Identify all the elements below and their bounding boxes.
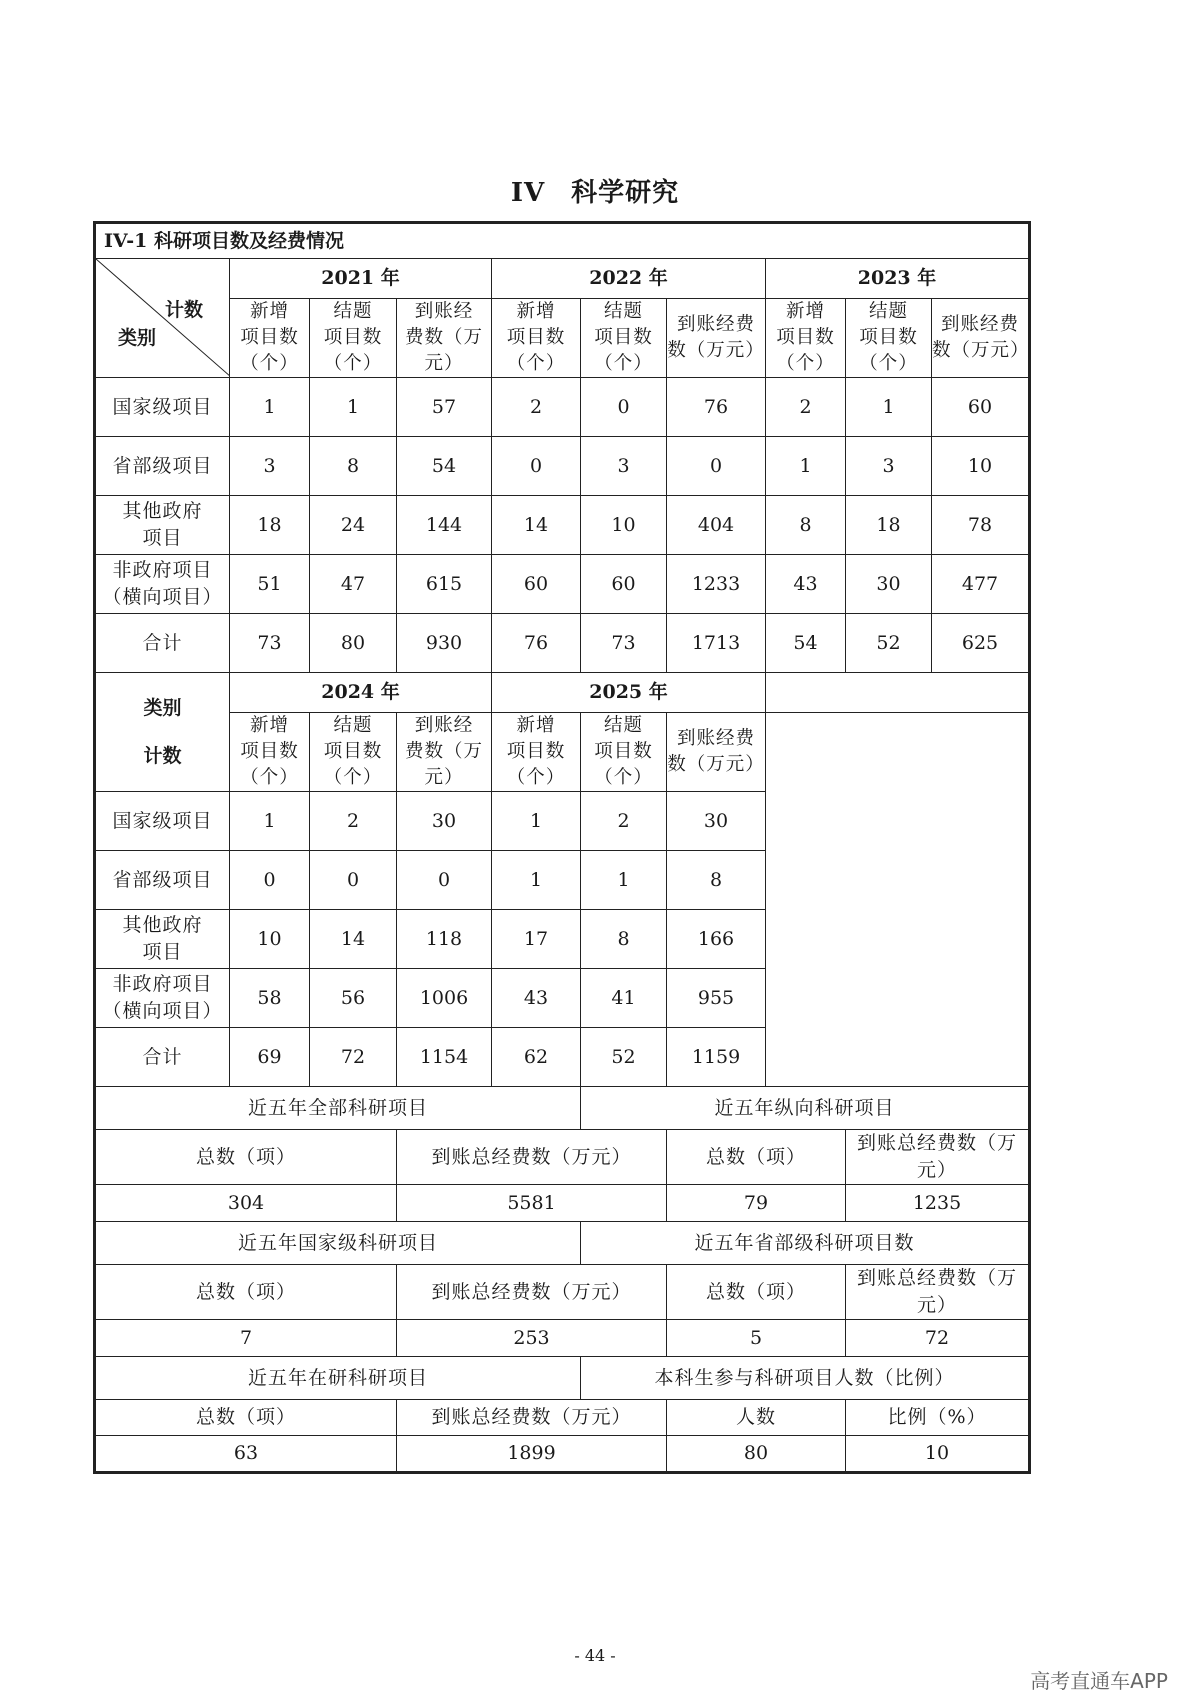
year-header: 2023 年 — [766, 259, 1030, 299]
header-count: 计数 — [164, 299, 203, 321]
data-cell: 930 — [397, 614, 492, 673]
subheader-text: 到账经费 — [676, 314, 755, 335]
category-label — [95, 378, 230, 437]
subheader-new — [492, 713, 581, 792]
data-cell: 30 — [667, 792, 766, 851]
category-text: 合计 — [142, 1045, 183, 1068]
table-row — [95, 713, 1030, 792]
subheader-new — [492, 299, 581, 378]
subheader-text: （个） — [594, 353, 653, 374]
data-cell: 404 — [667, 496, 766, 555]
year-header: 2025 年 — [492, 673, 766, 713]
data-cell: 10 — [581, 496, 667, 555]
summary-head: 到账总经费数（万元） — [397, 1130, 667, 1185]
data-cell: 0 — [397, 851, 492, 910]
summary-title: 近五年国家级科研项目 — [95, 1222, 581, 1265]
category-label — [95, 969, 230, 1028]
category-text: 其他政府 — [122, 500, 203, 522]
summary-head: 到账总经费数（万元） — [846, 1130, 1030, 1185]
subheader-closed — [310, 713, 397, 792]
subheader-text: 项目数 — [506, 327, 566, 348]
data-cell: 30 — [397, 792, 492, 851]
category-text: （横向项目） — [102, 1000, 223, 1022]
data-cell: 955 — [667, 969, 766, 1028]
category-label — [95, 496, 230, 555]
category-text: 合计 — [142, 631, 183, 654]
data-cell: 166 — [667, 910, 766, 969]
table-row — [95, 1357, 1030, 1400]
summary-head: 到账总经费数（万元） — [846, 1265, 1030, 1320]
subheader-text: 新增 — [785, 301, 825, 322]
data-cell: 1159 — [667, 1028, 766, 1087]
title-numeral: IV — [510, 178, 546, 208]
subheader-text: 项目数 — [594, 741, 653, 762]
header-category: 类别 — [118, 327, 157, 349]
data-cell: 477 — [932, 555, 1030, 614]
category-text: 国家级项目 — [112, 395, 213, 418]
data-cell: 2 — [766, 378, 846, 437]
data-cell: 51 — [230, 555, 310, 614]
data-cell: 54 — [766, 614, 846, 673]
summary-head: 到账总经费数（万元） — [397, 1400, 667, 1436]
category-label — [95, 437, 230, 496]
data-cell: 1233 — [667, 555, 766, 614]
data-cell: 8 — [581, 910, 667, 969]
subheader-text: 项目数 — [240, 741, 299, 762]
subheader-text: 元） — [424, 767, 464, 788]
data-cell: 78 — [932, 496, 1030, 555]
category-text: 省部级项目 — [112, 454, 213, 477]
data-cell: 1 — [766, 437, 846, 496]
table-row — [95, 1400, 1030, 1436]
summary-value: 1235 — [846, 1185, 1030, 1222]
subheader-text: （个） — [776, 353, 835, 374]
subheader-funding — [667, 713, 766, 792]
data-cell: 2 — [310, 792, 397, 851]
summary-value: 253 — [397, 1320, 667, 1357]
subheader-text: （个） — [506, 767, 566, 788]
subheader-text: 到账经费 — [940, 314, 1019, 335]
category-text: 项目 — [142, 527, 183, 549]
table-row — [95, 1222, 1030, 1265]
subheader-text: 新增 — [249, 715, 289, 736]
summary-value: 5581 — [397, 1185, 667, 1222]
summary-head: 到账总经费数（万元） — [397, 1265, 667, 1320]
category-label — [95, 910, 230, 969]
subheader-text: 数（万元） — [932, 340, 1030, 361]
subheader-text: 费数（万 — [404, 741, 483, 762]
table-row — [95, 259, 1030, 299]
summary-title: 近五年全部科研项目 — [95, 1087, 581, 1130]
data-cell: 625 — [932, 614, 1030, 673]
data-cell: 54 — [397, 437, 492, 496]
data-cell: 10 — [230, 910, 310, 969]
data-cell: 615 — [397, 555, 492, 614]
page-title — [0, 172, 1190, 209]
summary-value: 72 — [846, 1320, 1030, 1357]
category-label — [95, 1028, 230, 1087]
subheader-text: （个） — [859, 353, 918, 374]
subheader-text: 项目数 — [323, 741, 383, 762]
page-number: - 44 - — [574, 1646, 616, 1665]
data-cell: 17 — [492, 910, 581, 969]
table-row — [95, 378, 1030, 437]
table-row — [95, 437, 1030, 496]
data-cell: 69 — [230, 1028, 310, 1087]
table-row — [95, 1265, 1030, 1320]
data-cell: 60 — [492, 555, 581, 614]
research-table — [93, 221, 1031, 1474]
subheader-text: 数（万元） — [667, 754, 765, 775]
data-cell: 18 — [230, 496, 310, 555]
diagonal-line — [96, 259, 230, 377]
data-cell: 144 — [397, 496, 492, 555]
subheader-new — [766, 299, 846, 378]
data-cell: 52 — [846, 614, 932, 673]
table-row — [95, 496, 1030, 555]
summary-title: 本科生参与科研项目人数（比例） — [581, 1357, 1030, 1400]
diagonal-header — [95, 259, 230, 378]
data-cell: 2 — [581, 792, 667, 851]
subheader-funding — [397, 713, 492, 792]
data-cell: 0 — [667, 437, 766, 496]
subheader-text: 新增 — [516, 301, 556, 322]
subheader-text: 结题 — [868, 301, 908, 322]
category-label — [95, 555, 230, 614]
category-text: 其他政府 — [122, 914, 203, 936]
data-cell: 76 — [492, 614, 581, 673]
summary-value: 1899 — [397, 1436, 667, 1473]
data-cell: 24 — [310, 496, 397, 555]
subheader-new — [230, 299, 310, 378]
summary-title: 近五年省部级科研项目数 — [581, 1222, 1030, 1265]
summary-head: 总数（项） — [95, 1265, 397, 1320]
subheader-funding — [932, 299, 1030, 378]
table-row — [95, 555, 1030, 614]
summary-head: 总数（项） — [667, 1130, 846, 1185]
data-cell: 1006 — [397, 969, 492, 1028]
summary-value: 80 — [667, 1436, 846, 1473]
data-cell: 3 — [581, 437, 667, 496]
year-header: 2022 年 — [492, 259, 766, 299]
data-cell: 62 — [492, 1028, 581, 1087]
subheader-text: 项目数 — [240, 327, 299, 348]
data-cell: 8 — [667, 851, 766, 910]
data-cell: 73 — [230, 614, 310, 673]
subheader-text: （个） — [506, 353, 566, 374]
subheader-text: （个） — [240, 353, 299, 374]
data-cell: 58 — [230, 969, 310, 1028]
subheader-text: 项目数 — [506, 741, 566, 762]
data-cell: 76 — [667, 378, 766, 437]
summary-value: 304 — [95, 1185, 397, 1222]
year-header: 2021 年 — [230, 259, 492, 299]
category-text: 项目 — [142, 941, 183, 963]
summary-value: 63 — [95, 1436, 397, 1473]
table-row — [95, 1130, 1030, 1185]
subheader-text: （个） — [240, 767, 299, 788]
data-cell: 56 — [310, 969, 397, 1028]
data-cell: 1713 — [667, 614, 766, 673]
data-cell: 57 — [397, 378, 492, 437]
data-cell: 1 — [310, 378, 397, 437]
data-cell: 1154 — [397, 1028, 492, 1087]
data-cell: 1 — [581, 851, 667, 910]
data-cell: 30 — [846, 555, 932, 614]
subheader-text: 结题 — [603, 301, 643, 322]
data-cell: 8 — [310, 437, 397, 496]
subheader-text: （个） — [323, 767, 383, 788]
summary-value: 79 — [667, 1185, 846, 1222]
data-cell: 80 — [310, 614, 397, 673]
subheader-text: （个） — [323, 353, 383, 374]
data-cell: 14 — [492, 496, 581, 555]
subheader-text: 项目数 — [859, 327, 918, 348]
table-row — [95, 299, 1030, 378]
table-row — [95, 1185, 1030, 1222]
data-cell: 1 — [230, 378, 310, 437]
subheader-text: 项目数 — [323, 327, 383, 348]
subheader-text: 费数（万 — [404, 327, 483, 348]
data-cell: 41 — [581, 969, 667, 1028]
subheader-text: 项目数 — [594, 327, 653, 348]
category-count-header — [95, 673, 230, 792]
category-label — [95, 614, 230, 673]
subheader-funding — [667, 299, 766, 378]
subheader-text: 到账经费 — [676, 728, 755, 749]
summary-title: 近五年纵向科研项目 — [581, 1087, 1030, 1130]
subheader-text: 新增 — [516, 715, 556, 736]
header-category: 类别 — [143, 697, 182, 719]
table-row — [95, 673, 1030, 713]
subheader-new — [230, 713, 310, 792]
data-cell: 52 — [581, 1028, 667, 1087]
data-cell: 3 — [230, 437, 310, 496]
subheader-text: 数（万元） — [667, 340, 765, 361]
year-header: 2024 年 — [230, 673, 492, 713]
subheader-text: 项目数 — [776, 327, 835, 348]
summary-head: 总数（项） — [667, 1265, 846, 1320]
summary-head: 比例（%） — [846, 1400, 1030, 1436]
category-text: 省部级项目 — [112, 868, 213, 891]
table-row — [95, 614, 1030, 673]
data-cell: 2 — [492, 378, 581, 437]
data-cell: 72 — [310, 1028, 397, 1087]
summary-head: 总数（项） — [95, 1400, 397, 1436]
summary-value: 5 — [667, 1320, 846, 1357]
summary-value: 7 — [95, 1320, 397, 1357]
empty-cell — [766, 673, 1030, 713]
subheader-text: 结题 — [333, 715, 373, 736]
table-row — [95, 1087, 1030, 1130]
subheader-text: 结题 — [603, 715, 643, 736]
data-cell: 60 — [581, 555, 667, 614]
category-text: 国家级项目 — [112, 809, 213, 832]
summary-value: 10 — [846, 1436, 1030, 1473]
data-cell: 0 — [230, 851, 310, 910]
data-cell: 47 — [310, 555, 397, 614]
section-label: IV-1 科研项目数及经费情况 — [95, 223, 1030, 259]
data-cell: 10 — [932, 437, 1030, 496]
subheader-closed — [581, 713, 667, 792]
data-cell: 14 — [310, 910, 397, 969]
data-cell: 43 — [766, 555, 846, 614]
data-cell: 0 — [310, 851, 397, 910]
data-cell: 3 — [846, 437, 932, 496]
data-cell: 18 — [846, 496, 932, 555]
table-row — [95, 1436, 1030, 1473]
subheader-closed — [310, 299, 397, 378]
header-count: 计数 — [143, 745, 182, 767]
table-row — [95, 223, 1030, 259]
data-cell: 73 — [581, 614, 667, 673]
category-label — [95, 851, 230, 910]
data-cell: 0 — [581, 378, 667, 437]
title-text: 科学研究 — [571, 178, 680, 208]
category-text: （横向项目） — [102, 586, 223, 608]
table-row — [95, 1320, 1030, 1357]
empty-area — [766, 713, 1030, 1087]
subheader-text: 到账经 — [414, 715, 474, 736]
watermark: 高考直通车APP — [1030, 1669, 1168, 1693]
subheader-closed — [581, 299, 667, 378]
subheader-closed — [846, 299, 932, 378]
data-cell: 1 — [846, 378, 932, 437]
data-cell: 118 — [397, 910, 492, 969]
data-cell: 43 — [492, 969, 581, 1028]
category-text: 非政府项目 — [112, 973, 213, 995]
subheader-text: 新增 — [249, 301, 289, 322]
category-text: 非政府项目 — [112, 559, 213, 581]
data-cell: 1 — [492, 792, 581, 851]
summary-title: 近五年在研科研项目 — [95, 1357, 581, 1400]
data-cell: 60 — [932, 378, 1030, 437]
subheader-text: 到账经 — [414, 301, 474, 322]
subheader-text: （个） — [594, 767, 653, 788]
category-label — [95, 792, 230, 851]
summary-head: 人数 — [667, 1400, 846, 1436]
subheader-funding — [397, 299, 492, 378]
data-cell: 8 — [766, 496, 846, 555]
subheader-text: 元） — [424, 353, 464, 374]
data-cell: 1 — [492, 851, 581, 910]
data-cell: 1 — [230, 792, 310, 851]
subheader-text: 结题 — [333, 301, 373, 322]
summary-head: 总数（项） — [95, 1130, 397, 1185]
data-cell: 0 — [492, 437, 581, 496]
